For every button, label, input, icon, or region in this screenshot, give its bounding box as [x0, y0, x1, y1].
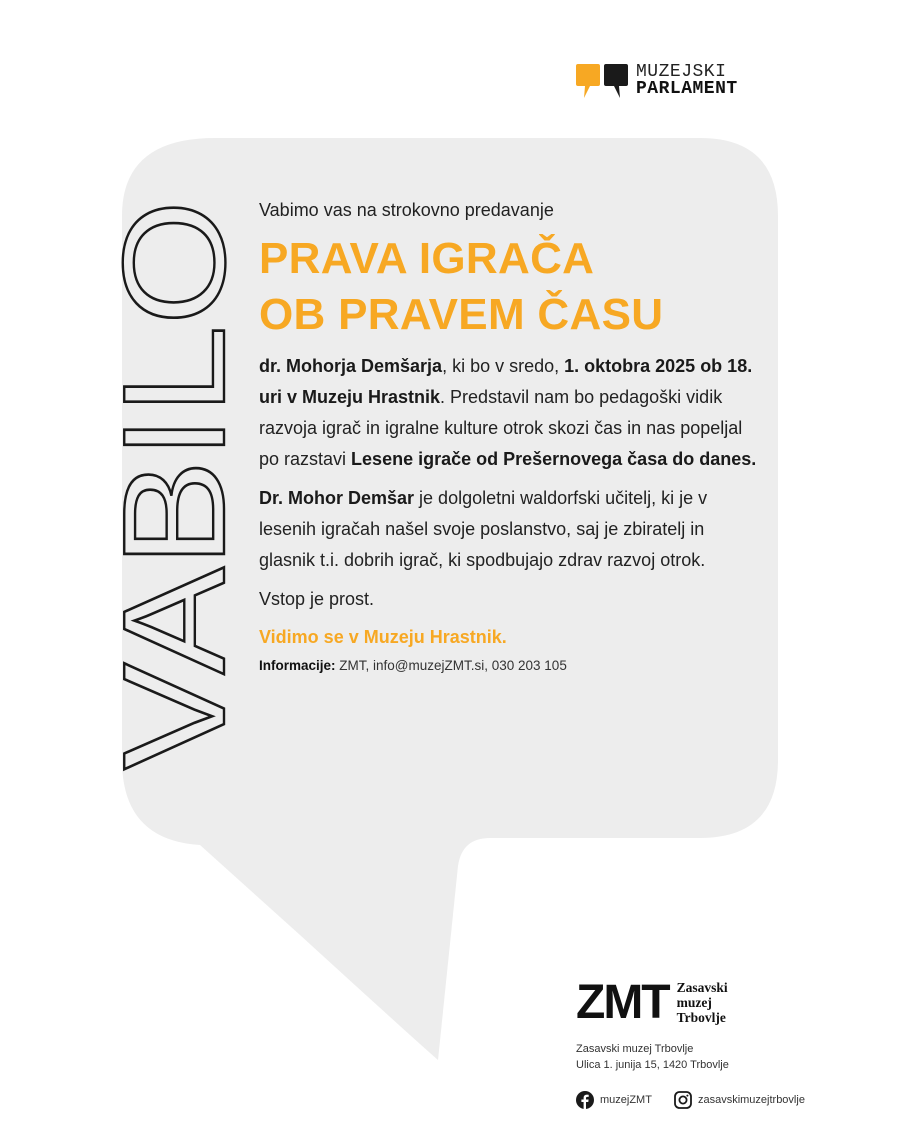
speech-bubble-orange-icon — [576, 64, 600, 98]
vabilo-text: VABILO — [93, 256, 255, 770]
see-you-text: Vidimo se v Muzeju Hrastnik. — [259, 627, 507, 647]
address-line-2: Ulica 1. junija 15, 1420 Trbovlje — [576, 1059, 729, 1071]
logo-line-muzejski: MUZEJSKI — [636, 62, 727, 82]
desc-text-1: , ki bo v sredo, — [442, 356, 565, 376]
invitation-content — [259, 200, 759, 673]
instagram-icon — [674, 1091, 692, 1109]
zmt-name-3: Trbovlje — [676, 1010, 726, 1025]
event-date-location: 1. oktobra 2025 ob 18. uri v Muzeju Hrastnik — [259, 356, 753, 407]
info-contact: ZMT, info@muzejZMT.si, 030 203 105 — [335, 658, 567, 673]
zmt-logo-letters: ZMT — [576, 975, 669, 1029]
facebook-link[interactable] — [576, 1091, 652, 1109]
zmt-footer — [576, 975, 805, 1109]
zmt-address — [576, 1041, 805, 1073]
title-line-2: OB PRAVEM ČASU — [259, 290, 664, 339]
bio-paragraph — [259, 483, 759, 576]
bio-text: je dolgoletni waldorfski učitelj, ki je v lesenih igračah našel svoje poslanstvo, saj je zbiratelj in glasnik t.i. dobrih igrač, ki spodbujajo zdrav razvoj otrok. — [259, 488, 708, 570]
zmt-name-2: muzej — [676, 995, 712, 1010]
lecture-title — [259, 231, 759, 343]
intro-text: Vabimo vas na strokovno predavanje — [259, 200, 554, 220]
muzejski-parlament-logo — [576, 64, 738, 98]
zmt-name-1: Zasavski — [676, 980, 728, 995]
exhibition-name: Lesene igrače od Prešernovega časa do danes. — [351, 449, 757, 469]
bio-name: Dr. Mohor Demšar — [259, 488, 415, 508]
entry-text: Vstop je prost. — [259, 589, 375, 609]
title-line-1: PRAVA IGRAČA — [259, 234, 595, 283]
info-label: Informacije: — [259, 658, 336, 673]
facebook-icon — [576, 1091, 594, 1109]
instagram-link[interactable] — [674, 1091, 805, 1109]
address-line-1: Zasavski muzej Trbovlje — [576, 1043, 694, 1055]
desc-text-2: . Predstavil nam bo pedagoški vidik razvoja igrač in igralne kulture otrok skozi čas in nas popeljal po razstavi — [259, 387, 743, 469]
social-links — [576, 1091, 805, 1109]
instagram-handle: zasavskimuzejtrbovlje — [697, 1094, 805, 1106]
logo-line-parlament: PARLAMENT — [636, 79, 738, 99]
zmt-logo — [576, 975, 805, 1029]
info-line — [259, 658, 759, 673]
facebook-handle: muzejZMT — [600, 1094, 652, 1106]
description-paragraph — [259, 351, 759, 475]
lecturer-name: dr. Mohorja Demšarja — [259, 356, 443, 376]
vabilo-vertical-title — [93, 200, 255, 770]
speech-bubble-black-icon — [604, 64, 628, 98]
